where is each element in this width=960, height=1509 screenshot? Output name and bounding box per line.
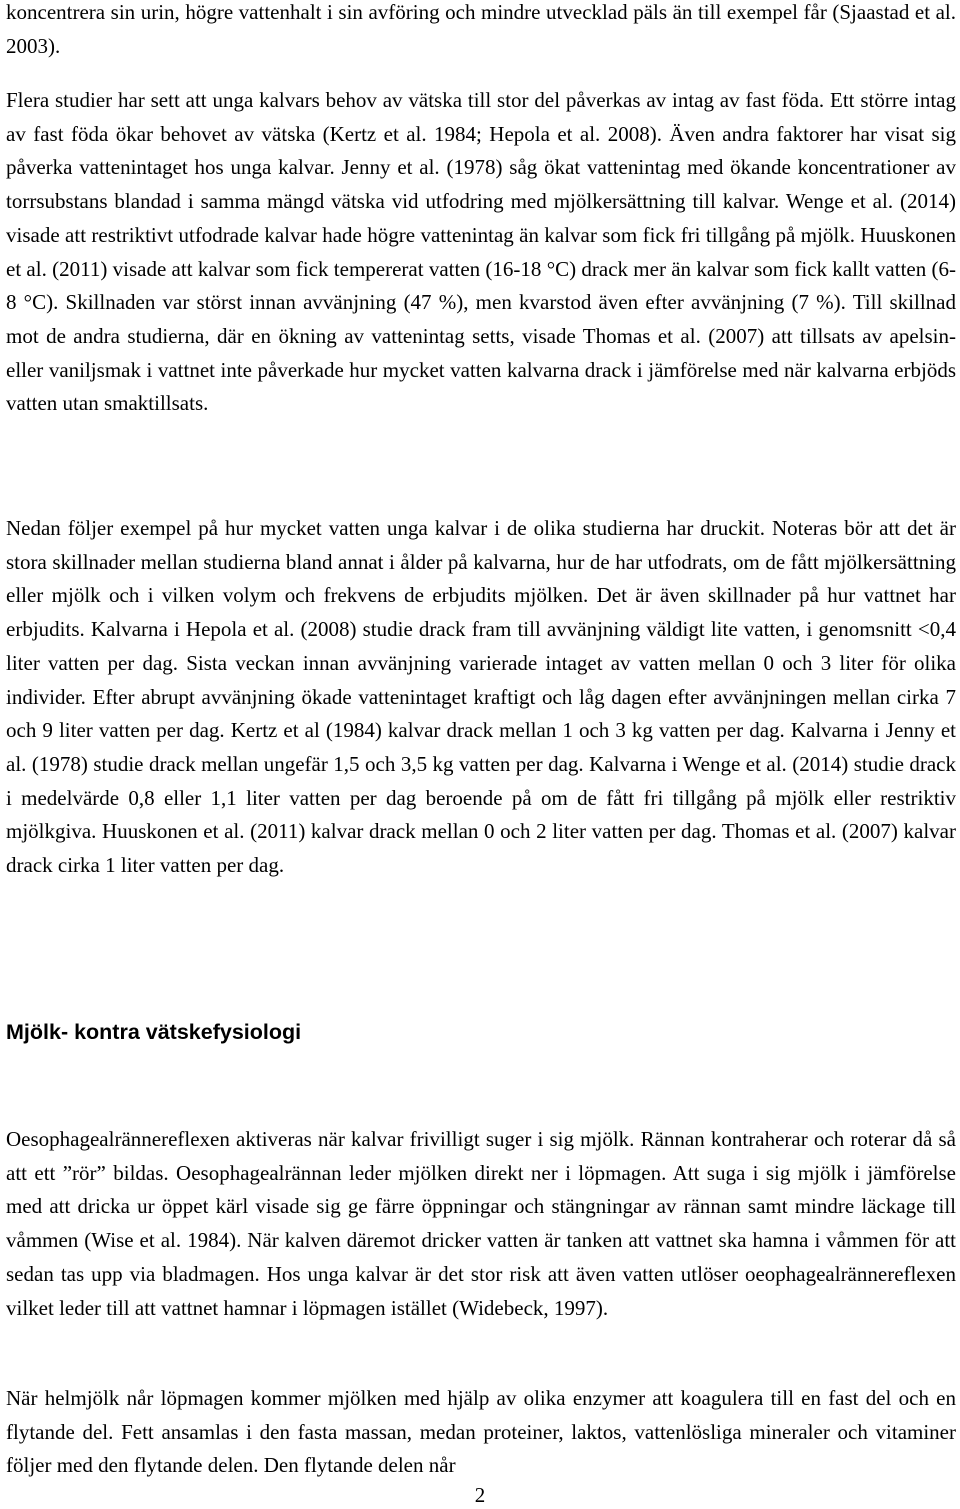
section-heading: Mjölk- kontra vätskefysiologi	[6, 1020, 302, 1044]
paragraph-oesophageal-groove: Oesophagealrännereflexen aktiveras när kalvar frivilligt suger i sig mjölk. Rännan kontraherar och roterar då så att ett ”rör” bildas. Oesophagealrännan leder mjölken direkt ner i löpmagen. Att suga i sig mjölk i jämförelse med att dricka ur öppet kärl visade sig ge färre öppningar och stängningar av rännan samt mindre läckage till våmmen (Wise et al. 1984). När kalven däremot dricker vatten är tanken att vattnet ska hamna i våmmen för att sedan tas upp via bladmagen. Hos unga kalvar är det stor risk att även vatten utlöser oeophagealrännereflexen vilket leder till att vattnet hamnar i löpmagen istället (Widebeck, 1997).	[6, 1127, 956, 1320]
paragraph-intro-continuation: koncentrera sin urin, högre vattenhalt i sin avföring och mindre utvecklad päls än till exempel får (Sjaastad et al. 2003).	[6, 0, 956, 58]
paragraph-water-intake-studies: Flera studier har sett att unga kalvars behov av vätska till stor del påverkas av intag av fast föda. Ett större intag av fast föda ökar behovet av vätska (Kertz et al. 1984; Hepola et al. 2008). Även andra faktorer har visat sig påverka vattenintaget hos unga kalvar. Jenny et al. (1978) såg ökat vattenintag med ökande koncentrationer av torrsubstans blandad i samma mängd vätska vid utfodring med mjölkersättning till kalvar. Wenge et al. (2014) visade att restriktivt utfodrade kalvar hade högre vattenintag än kalvar som fick fri tillgång på mjölk. Huuskonen et al. (2011) visade att kalvar som fick tempererat vatten (16-18 °C) drack mer än kalvar som fick kallt vatten (6-8 °C). Skillnaden var störst innan avvänjning (47 %), men kvarstod även efter avvänjning (7 %). Till skillnad mot de andra studierna, där en ökning av vattenintag setts, visade Thomas et al. (2007) att tillsats av apelsin- eller vaniljsmak i vattnet inte påverkade hur mycket vatten kalvarna drack i jämförelse med när kalvarna erbjöds vatten utan smaktillsats.	[6, 88, 956, 416]
page-number: 2	[474, 1483, 486, 1507]
paragraph-water-intake-examples: Nedan följer exempel på hur mycket vatten unga kalvar i de olika studierna har druckit. Noteras bör att det är stora skillnader mellan studierna bland annat i ålder på kalvarna, hur de har utfodrats, om de fått mjölkersättning eller mjölk och i vilken volym och frekvens de erbjudits mjölken. Det är även skillnader på hur vattnet har erbjudits. Kalvarna i Hepola et al. (2008) studie drack fram till avvänjning väldigt lite vatten, i genomsnitt <0,4 liter vatten per dag. Sista veckan innan avvänjning varierade intaget av vatten mellan 0 och 3 liter för olika individer. Efter abrupt avvänjning ökade vattenintaget kraftigt och låg dagen efter avvänjningen mellan cirka 7 och 9 liter vatten per dag. Kertz et al (1984) kalvar drack mellan 1 och 3 kg vatten per dag. Kalvarna i Jenny et al. (1978) studie drack mellan ungefär 1,5 och 3,5 kg vatten per dag. Kalvarna i Wenge et al. (2014) studie drack i medelvärde 0,8 eller 1,1 liter vatten per dag beroende på om de fått fri tillgång på mjölk eller restriktiv mjölkgiva. Huuskonen et al. (2011) kalvar drack mellan 0 och 2 liter vatten per dag. Thomas et al. (2007) kalvar drack cirka 1 liter vatten per dag.	[6, 516, 956, 878]
paragraph-milk-coagulation: När helmjölk når löpmagen kommer mjölken med hjälp av olika enzymer att koagulera till en fast del och en flytande del. Fett ansamlas i den fasta massan, medan proteiner, laktos, vattenlösliga mineraler och vitaminer följer med den flytande delen. Den flytande delen når	[6, 1386, 956, 1478]
